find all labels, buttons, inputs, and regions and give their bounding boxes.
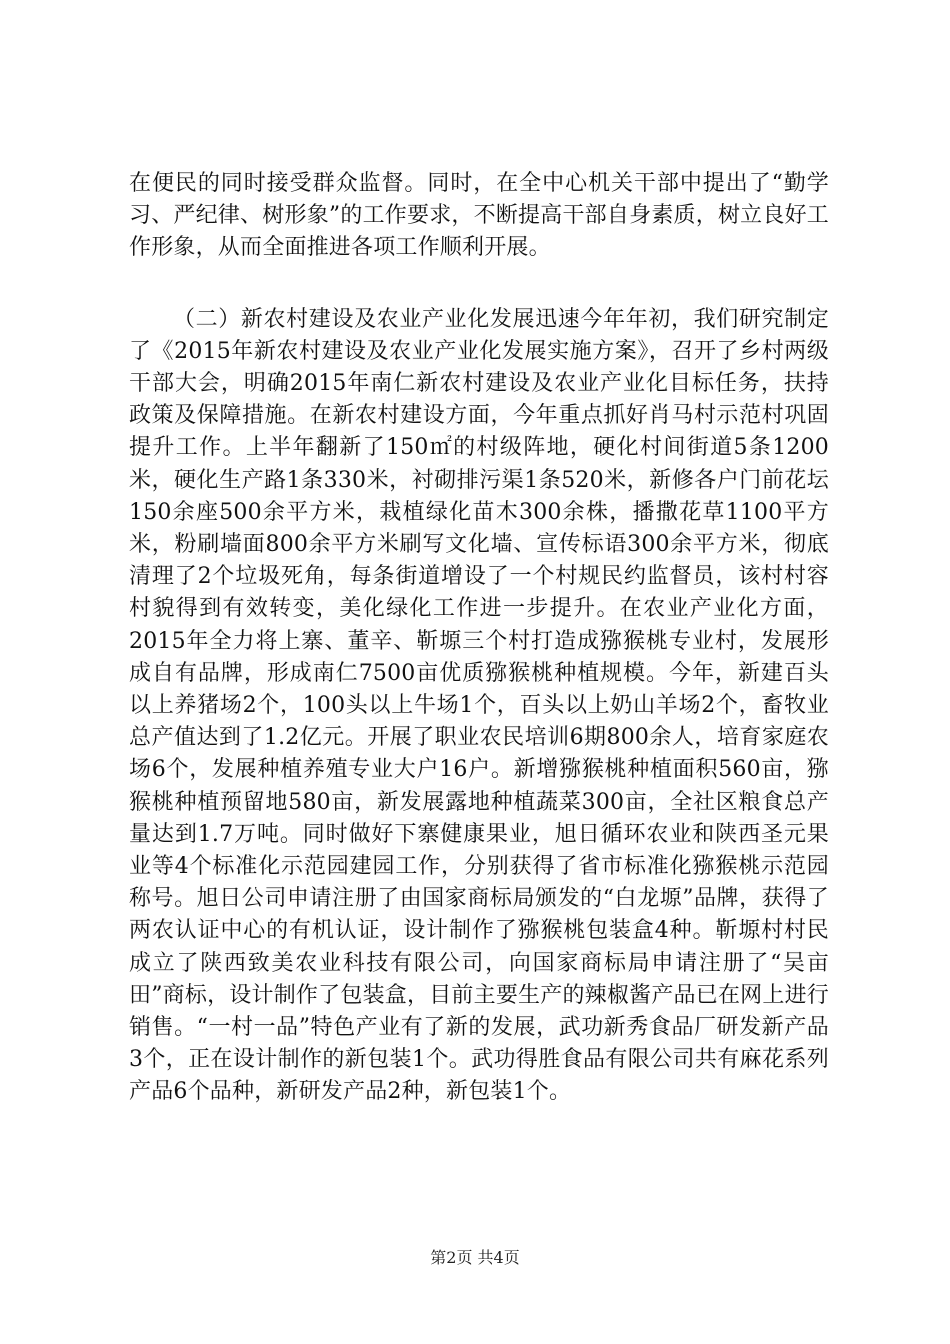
paragraph-new-rural-construction: （二）新农村建设及农业产业化发展迅速今年年初，我们研究制定了《2015年新农村建设及农业产业化发展实施方案》，召开了乡村两级干部大会，明确2015年南仁新农村建设及农业产业化目标任务，扶持政策及保障措施。在新农村建设方面，今年重点抓好肖马村示范村巩固提升工作。上半年翻新了150㎡的村级阵地，硬化村间街道5条1200米，硬化生产路1条330米，衬砌排污渠1条520米，新修各户门前花坛150余座500余平方米，栽植绿化苗木300余株，播撒花草1100平方米，粉刷墙面800余平方米刷写文化墙、宣传标语300余平方米，彻底清理了2个垃圾死角，每条街道增设了一个村规民约监督员，该村村容村貌得到有效转变，美化绿化工作进一步提升。在农业产业化方面，2015年全力将上寨、董辛、靳塬三个村打造成猕猴桃专业村，发展形成自有品牌，形成南仁7500亩优质猕猴桃种植规模。今年，新建百头以上养猪场2个，100头以上牛场1个，百头以上奶山羊场2个，畜牧业总产值达到了1.2亿元。开展了职业农民培训6期800余人，培育家庭农场6个，发展种植养殖专业大户16户。新增猕猴桃种植面积560亩，猕猴桃种植预留地580亩，新发展露地种植蔬菜300亩，全社区粮食总产量达到1.7万吨。同时做好下寨健康果业，旭日循环农业和陕西圣元果业等4个标准化示范园建园工作，分别获得了省市标准化猕猴桃示范园称号。旭日公司申请注册了由国家商标局颁发的“白龙塬”品牌，获得了两农认证中心的有机认证，设计制作了猕猴桃包装盒4种。靳塬村村民成立了陕西致美农业科技有限公司，向国家商标局申请注册了“吴亩田”商标，设计制作了包装盒，目前主要生产的辣椒酱产品已在网上进行销售。“一村一品”特色产业有了新的发展，武功新秀食品厂研发新产品3个，正在设计制作的新包装1个。武功得胜食品有限公司共有麻花系列产品6个品种，新研发产品2种，新包装1个。: [129, 306, 829, 1105]
page-number-footer: 第2页 共4页: [430, 1248, 520, 1267]
paragraph-continued: 在便民的同时接受群众监督。同时，在全中心机关干部中提出了“勤学习、严纪律、树形象”的工作要求，不断提高干部自身素质，树立良好工作形象，从而全面推进各项工作顺利开展。: [129, 171, 829, 261]
document-body: [129, 168, 829, 1109]
paragraph-spacer: [129, 265, 829, 304]
